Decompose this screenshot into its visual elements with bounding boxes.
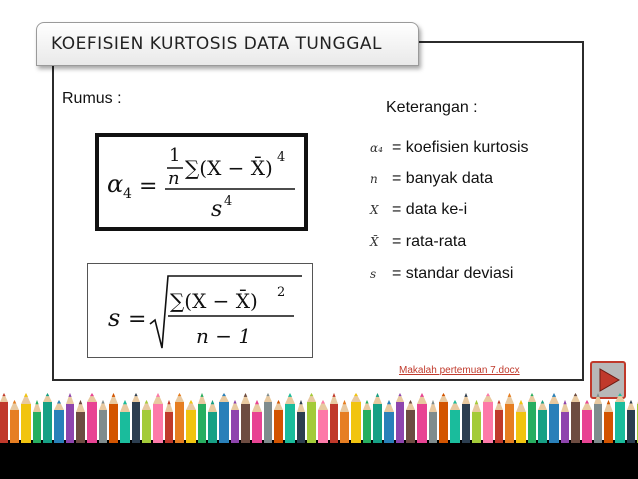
pencil-lead [288, 393, 292, 397]
legend-text: = koefisien kurtosis [392, 139, 529, 156]
pencil-body [516, 412, 526, 443]
pencil-body [450, 410, 460, 443]
pencil-body [252, 412, 262, 443]
n-symbol-icon: n [370, 172, 378, 186]
pencil-lead [497, 400, 500, 404]
pencil-body [472, 412, 481, 443]
pencil-lead [552, 393, 556, 397]
pencil-body [627, 410, 635, 443]
pencil-lead [68, 393, 71, 397]
pencil-body [384, 412, 394, 443]
pencil-lead [24, 393, 28, 397]
pencil-body [561, 412, 569, 443]
pencil-lead [2, 393, 5, 396]
pencil-lead [629, 400, 632, 404]
pencil-body [142, 410, 151, 443]
pencil-lead [541, 400, 545, 404]
pencil-lead [508, 393, 512, 397]
pencil-body [439, 402, 448, 443]
pencil-lead [321, 400, 325, 404]
pencil-body [307, 402, 316, 443]
pencil-body [351, 402, 361, 443]
pencil-body [109, 404, 118, 443]
pencil-lead [112, 393, 116, 397]
pencil-body [76, 412, 85, 443]
pencil-body [241, 404, 250, 443]
pencil-lead [244, 393, 248, 397]
keterangan-title: Keterangan : [386, 99, 478, 116]
pencil-body [571, 402, 580, 443]
pencil-lead [332, 393, 335, 397]
pencil-lead [442, 393, 446, 396]
pencil-body [87, 402, 97, 443]
legend-row-xbar [370, 230, 466, 254]
pencil-lead [13, 400, 17, 404]
pencil-body [208, 412, 217, 443]
power-four: 4 [277, 150, 286, 165]
denominator-n-minus-1: n − 1 [196, 324, 252, 348]
pencil-lead [310, 393, 314, 396]
pencil-body [264, 402, 272, 443]
pencil-body [549, 404, 559, 443]
black-footer-band [0, 440, 638, 479]
pencil-lead [343, 400, 347, 404]
pencil-lead [486, 393, 490, 396]
s-symbol: s [108, 304, 121, 332]
pencil-lead [123, 400, 127, 404]
pencil-lead [607, 400, 611, 404]
pencil-body [582, 410, 592, 443]
pencil-lead [255, 400, 259, 404]
pencil-body [330, 404, 338, 443]
pencil-body [538, 410, 547, 443]
rumus-label: Rumus : [62, 90, 122, 107]
alpha-subscript: 4 [123, 186, 132, 202]
pencil-body [604, 412, 613, 443]
pencil-lead [596, 393, 599, 397]
pencil-body [10, 410, 19, 443]
pencil-lead [90, 393, 94, 396]
pencil-lead [156, 393, 160, 397]
pencil-body [54, 410, 64, 443]
pencil-lead [200, 393, 203, 397]
pencil-lead [475, 400, 479, 404]
kurtosis-formula-svg [99, 137, 304, 227]
pencil-body [198, 404, 206, 443]
pencil-body [396, 402, 404, 443]
pencil-lead [277, 400, 281, 404]
pencil-lead [145, 400, 149, 404]
pencil-lead [431, 400, 434, 404]
pencil-body [615, 402, 625, 443]
pencil-lead [354, 393, 358, 396]
power-two: 2 [277, 285, 286, 300]
pencil-lead [167, 400, 170, 404]
pencil-lead [376, 393, 380, 397]
pencil-body [483, 402, 493, 443]
pencil-body [462, 404, 470, 443]
pencil-body [406, 410, 415, 443]
pencil-body [495, 410, 503, 443]
legend-row-s [370, 262, 513, 286]
numerator-one: 1 [169, 145, 181, 166]
denominator-power: 4 [224, 194, 233, 209]
s-symbol-icon: s [370, 267, 377, 281]
pencil-body [363, 410, 371, 443]
pencil-body [99, 410, 107, 443]
equals-sign: = [139, 174, 158, 199]
pencil-lead [409, 400, 413, 404]
std-dev-formula [87, 263, 313, 358]
x-symbol-icon: X [370, 203, 379, 217]
pencil-body [373, 404, 382, 443]
alpha-4-icon: α₄ [370, 141, 383, 155]
pencil-lead [574, 393, 578, 396]
pencil-lead [79, 400, 83, 404]
pencil-lead [57, 400, 61, 404]
pencil-lead [35, 400, 38, 404]
pencil-body [594, 404, 602, 443]
pencil-body [175, 402, 184, 443]
pencil-lead [211, 400, 215, 404]
pencil-lead [233, 400, 236, 404]
pencil-body [33, 412, 41, 443]
pencil-lead [134, 393, 137, 396]
pencil-lead [453, 400, 457, 404]
pencil-lead [178, 393, 182, 396]
legend-row-n [370, 167, 493, 191]
pencil-lead [365, 400, 368, 404]
legend-row-x [370, 198, 467, 222]
alpha-symbol: α [107, 170, 124, 198]
legend-text: = banyak data [392, 170, 493, 187]
pencil-lead [46, 393, 50, 396]
pencil-lead [189, 400, 193, 404]
pencil-body [297, 412, 305, 443]
pencil-body [21, 404, 31, 443]
pencil-body [231, 410, 239, 443]
legend-row-alpha [370, 136, 529, 160]
pencil-lead [299, 400, 302, 404]
std-dev-formula-svg [88, 264, 311, 356]
pencil-body [417, 404, 427, 443]
sum-term: ∑(X − X̄) [185, 156, 273, 180]
pencil-lead [420, 393, 424, 397]
pencil-body [66, 404, 74, 443]
legend-text: = rata-rata [392, 233, 467, 250]
pencil-lead [563, 400, 566, 404]
pencil-body [340, 412, 349, 443]
pencil-body [186, 410, 196, 443]
pencil-body [219, 402, 229, 443]
pencil-lead [398, 393, 401, 396]
pencil-body [120, 412, 130, 443]
pencil-lead [266, 393, 269, 396]
pencil-body [285, 404, 295, 443]
numerator-n: n [168, 168, 180, 189]
pencil-body [165, 412, 173, 443]
pencil-lead [101, 400, 104, 404]
pencil-lead [618, 393, 622, 396]
pencil-lead [585, 400, 589, 404]
colored-pencils-decoration [0, 383, 638, 479]
pencil-body [318, 410, 328, 443]
kurtosis-formula [95, 133, 308, 231]
pencil-lead [464, 393, 467, 397]
pencil-lead [222, 393, 226, 396]
pencil-lead [530, 393, 533, 396]
pencil-body [0, 402, 8, 443]
legend-text: = data ke-i [392, 201, 468, 218]
pencil-body [505, 404, 514, 443]
sum-term-2: ∑(X − X̄) [170, 289, 258, 313]
pencil-body [43, 402, 52, 443]
pencil-body [429, 412, 437, 443]
pencil-body [528, 402, 536, 443]
slide-title [36, 22, 419, 66]
slide-title-text: KOEFISIEN KURTOSIS DATA TUNGGAL [51, 34, 382, 54]
equals-sign-2: = [128, 307, 147, 332]
pencil-body [132, 402, 140, 443]
pencil-lead [519, 400, 523, 404]
legend-text: = standar deviasi [392, 265, 514, 282]
makalah-doc-link[interactable]: Makalah pertemuan 7.docx [399, 365, 520, 376]
pencil-lead [387, 400, 391, 404]
pencil-body [153, 404, 163, 443]
x-bar-symbol-icon: X̄ [370, 235, 379, 249]
denominator-s: s [211, 197, 223, 222]
pencil-body [274, 410, 283, 443]
